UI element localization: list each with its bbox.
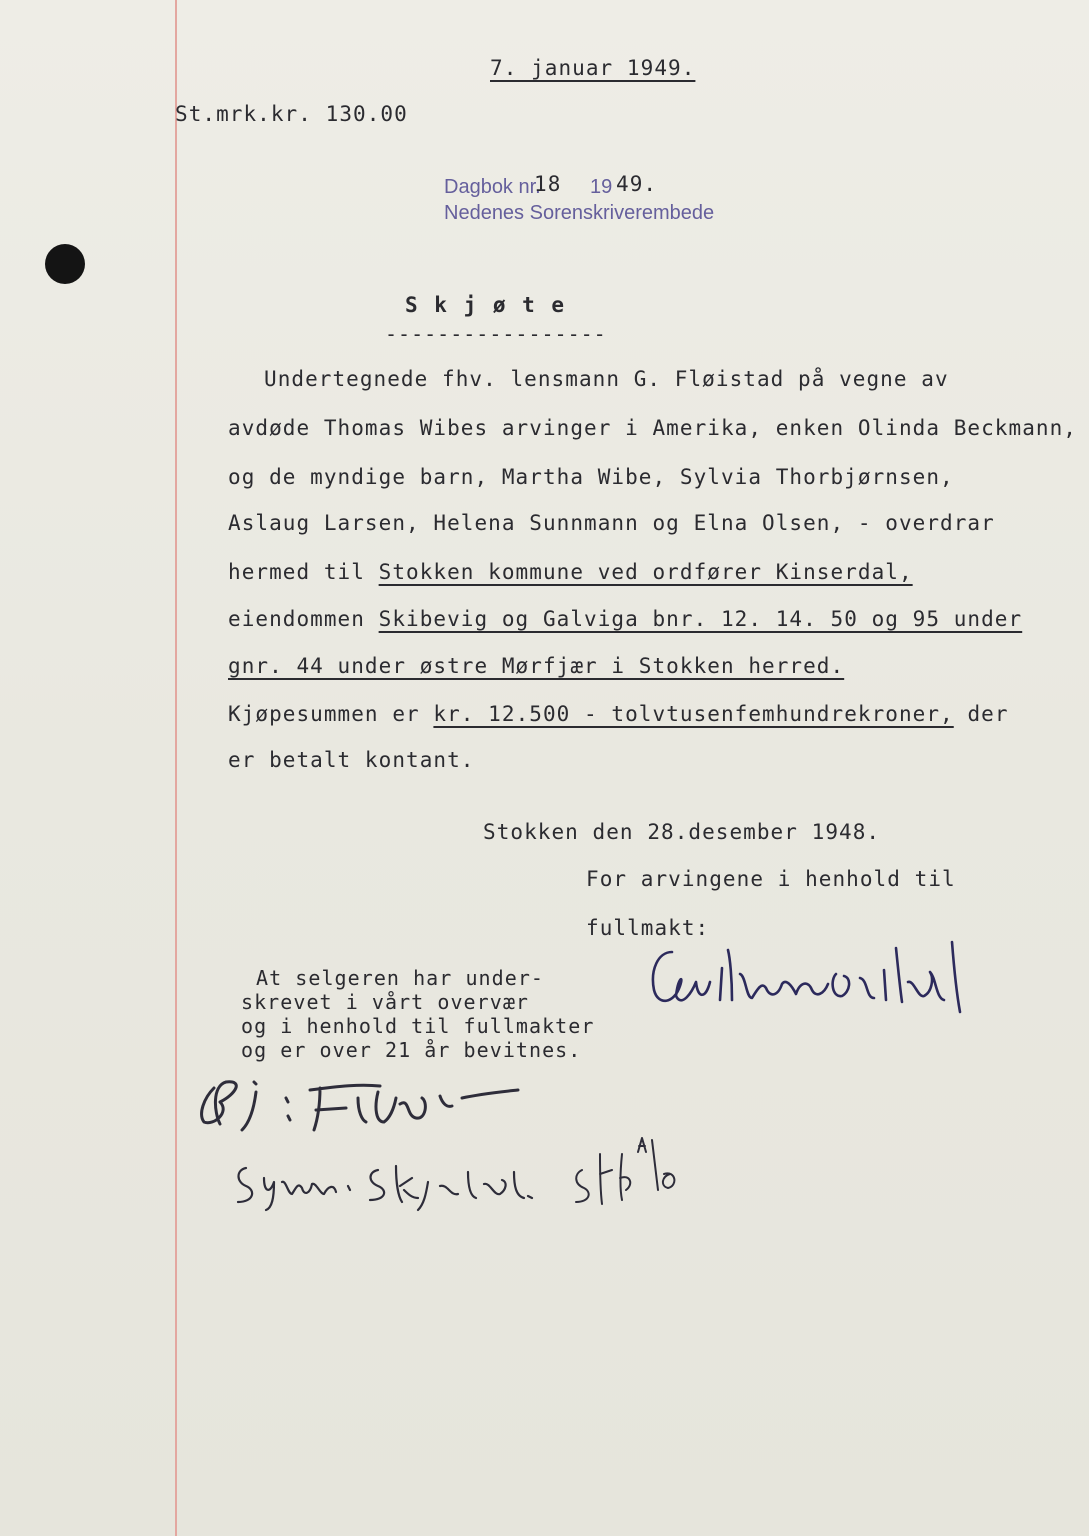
year-prefix: 19	[590, 176, 613, 198]
witness-line-3: og i henhold til fullmakter	[241, 1014, 595, 1038]
document-title: S k j ø t e	[405, 293, 567, 317]
place-date: Stokken den 28.desember 1948.	[483, 820, 881, 844]
punch-hole	[45, 244, 85, 284]
office-name: Nedenes Sorenskriverembede	[444, 202, 715, 224]
body-line-9: er betalt kontant.	[228, 748, 475, 772]
year-suffix: 49.	[616, 172, 658, 196]
witness-line-4: og er over 21 år bevitnes.	[241, 1038, 582, 1062]
authority-line-1: For arvingene i henhold til	[586, 867, 956, 891]
body-line-5	[228, 560, 913, 584]
buyer-underlined: Stokken kommune ved ordfører Kinserdal,	[378, 560, 913, 584]
body-line-6	[228, 607, 1022, 631]
signature-main	[640, 938, 970, 1018]
witness-signature-1	[190, 1068, 520, 1138]
witness-signature-2	[228, 1152, 548, 1212]
authority-line-2: fullmakt:	[586, 916, 710, 940]
dagbok-label: Dagbok nr.	[444, 176, 541, 198]
title-rule: -----------------	[385, 322, 607, 346]
body-line-8	[228, 702, 1009, 726]
dagbok-number: 18	[534, 172, 562, 196]
stamp-fee-line: St.mrk.kr. 130.00	[175, 102, 408, 126]
body-line-2: avdøde Thomas Wibes arvinger i Amerika, enken Olinda Beckmann,	[228, 416, 1077, 440]
body-line-8-start: Kjøpesummen er	[228, 702, 434, 726]
initials-mark	[560, 1130, 720, 1210]
witness-line-2: skrevet i vårt overvær	[241, 990, 530, 1014]
date-line: 7. januar 1949.	[490, 56, 696, 80]
margin-rule	[175, 0, 177, 1536]
body-line-7: gnr. 44 under østre Mørfjær i Stokken herred.	[228, 654, 845, 678]
body-line-5-start: hermed til	[228, 560, 379, 584]
witness-line-1: At selgeren har under-	[256, 966, 545, 990]
body-line-8-end: der	[953, 702, 1009, 726]
price-underlined: kr. 12.500 - tolvtusenfemhundrekroner,	[433, 702, 954, 726]
body-line-3: og de myndige barn, Martha Wibe, Sylvia Thorbjørnsen,	[228, 465, 954, 489]
property-underlined: Skibevig og Galviga bnr. 12. 14. 50 og 95 under	[378, 607, 1023, 631]
body-line-4: Aslaug Larsen, Helena Sunnmann og Elna Olsen, - overdrar	[228, 511, 995, 535]
body-line-6-start: eiendommen	[228, 607, 379, 631]
body-line-1: Undertegnede fhv. lensmann G. Fløistad på vegne av	[264, 367, 949, 391]
